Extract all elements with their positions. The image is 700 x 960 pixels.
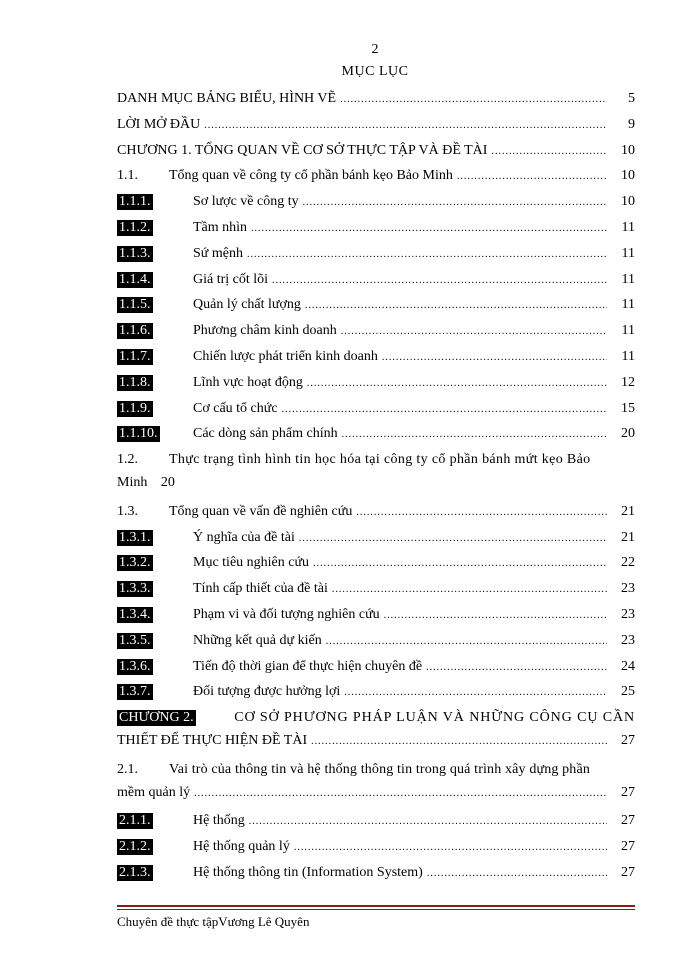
table-of-contents (117, 88, 635, 888)
toc-dot-leader (299, 530, 607, 546)
toc-entry-title: Giá trị cốt lõi (193, 271, 269, 287)
toc-dot-leader (247, 246, 607, 262)
toc-entry[interactable] (117, 630, 635, 656)
toc-entry[interactable] (117, 810, 635, 836)
toc-entry-page: 27 (621, 784, 635, 800)
toc-entry[interactable] (117, 423, 635, 449)
toc-entry-number: 1.1.8. (119, 374, 151, 390)
toc-entry-number: 1.1. (117, 168, 138, 184)
toc-dot-leader (457, 168, 607, 184)
toc-entry-title: CƠ SỞ PHƯƠNG PHÁP LUẬN VÀ NHỮNG CÔNG CỤ CẦN (234, 710, 635, 726)
toc-entry[interactable] (117, 372, 635, 398)
toc-entry-title: Những kết quả dự kiến (193, 632, 322, 648)
toc-entry-page: 20 (160, 474, 175, 490)
toc-entry-page: 11 (621, 271, 635, 287)
toc-entry-page: 21 (621, 529, 635, 545)
toc-entry-page: 22 (621, 555, 635, 571)
toc-dot-leader (332, 581, 607, 597)
footer-text: Chuyên đề thực tậpVương Lê Quyên (117, 914, 310, 929)
toc-entry-title: Tính cấp thiết của đề tài (193, 581, 328, 597)
footer-rule-thin (117, 909, 635, 910)
toc-dot-leader (491, 143, 607, 159)
toc-entry-page: 27 (621, 839, 635, 855)
toc-dot-leader (307, 375, 607, 391)
toc-entry-title: DANH MỤC BẢNG BIỂU, HÌNH VẼ (117, 91, 337, 106)
toc-entry-page: 10 (621, 168, 635, 184)
toc-entry-page: 12 (621, 374, 635, 390)
toc-entry-page: 27 (621, 864, 635, 880)
toc-entry-title: Thực trạng tình hình tin học hóa tại công ty cổ phần bánh mứt kẹo Bảo (169, 452, 591, 468)
toc-entry-page: 21 (621, 503, 635, 519)
toc-dot-leader (340, 91, 607, 107)
toc-entry-number: 1.1.10. (119, 426, 158, 442)
toc-entry-title: Lĩnh vực hoạt động (193, 374, 303, 390)
toc-entry-title: Tổng quan về vấn đề nghiên cứu (169, 503, 353, 519)
toc-dot-leader (426, 659, 607, 675)
toc-entry-page: 11 (621, 219, 635, 235)
toc-entry-number: 1.3.6. (119, 658, 151, 674)
toc-entry-title: Tiến độ thời gian để thực hiện chuyên đề (193, 658, 423, 674)
toc-entry-number: 1.3.5. (119, 632, 151, 648)
toc-entry-number: CHƯƠNG 2. (119, 710, 194, 726)
toc-entry-number: 1.2. (117, 452, 138, 468)
toc-entry-number: 1.3.3. (119, 581, 151, 597)
toc-entry-title: Hệ thống thông tin (Information System) (193, 864, 423, 880)
toc-entry-page: 15 (621, 400, 635, 416)
toc-entry[interactable] (117, 114, 635, 140)
toc-entry-page: 23 (621, 632, 635, 648)
toc-entry-title: Cơ cấu tổ chức (193, 400, 278, 416)
toc-entry-number: 1.1.5. (119, 297, 151, 313)
toc-entry-page: 23 (621, 581, 635, 597)
toc-entry[interactable] (117, 88, 635, 114)
toc-entry-page: 11 (621, 245, 635, 261)
toc-entry-page: 20 (621, 426, 635, 442)
toc-entry-page: 24 (621, 658, 635, 674)
toc-entry-title: Hệ thống (193, 813, 245, 829)
toc-dot-leader (282, 401, 607, 417)
toc-entry-2-1[interactable] (117, 759, 635, 811)
toc-entry[interactable] (117, 217, 635, 243)
toc-entry-number: 2.1.2. (119, 839, 151, 855)
toc-entry[interactable] (117, 501, 635, 527)
toc-entry-1-2[interactable] (117, 449, 635, 501)
toc-entry[interactable] (117, 140, 635, 166)
toc-dot-leader (326, 633, 607, 649)
toc-entry-page: 25 (621, 684, 635, 700)
toc-dot-leader (344, 684, 607, 700)
toc-entry-page: 5 (628, 91, 635, 106)
toc-entry-title: Ý nghĩa của đề tài (193, 529, 295, 545)
toc-entry-number: 1.1.7. (119, 348, 151, 364)
toc-entry[interactable] (117, 269, 635, 295)
toc-dot-leader (249, 813, 607, 829)
toc-entry-title: Tổng quan về công ty cổ phần bánh kẹo Bảo Minh (169, 168, 453, 184)
toc-entry-number: 2.1.1. (119, 813, 151, 829)
toc-dot-leader (194, 785, 607, 801)
toc-entry[interactable] (117, 862, 635, 888)
toc-entry-title: Phương châm kinh doanh (193, 323, 337, 339)
toc-entry-title: Đối tượng được hưởng lợi (193, 684, 341, 700)
toc-dot-leader (384, 607, 607, 623)
toc-entry-number: 1.3.4. (119, 606, 151, 622)
toc-entry-number: 1.1.6. (119, 323, 151, 339)
toc-entry[interactable] (117, 398, 635, 424)
toc-entry[interactable] (117, 346, 635, 372)
toc-entry[interactable] (117, 165, 635, 191)
toc-entry-title: Mục tiêu nghiên cứu (193, 555, 310, 571)
toc-entry[interactable] (117, 294, 635, 320)
toc-entry[interactable] (117, 527, 635, 553)
toc-dot-leader (356, 504, 607, 520)
toc-entry-page: 27 (621, 813, 635, 829)
toc-entry-page: 11 (621, 297, 635, 313)
toc-entry-title: Hệ thống quản lý (193, 839, 290, 855)
toc-dot-leader (382, 349, 607, 365)
toc-dot-leader (305, 297, 607, 313)
toc-dot-leader (311, 733, 607, 749)
toc-entry[interactable] (117, 836, 635, 862)
toc-entry-number: 1.1.2. (119, 219, 151, 235)
toc-dot-leader (342, 426, 607, 442)
toc-entry-title: LỜI MỞ ĐẦU (117, 116, 201, 132)
toc-entry-title: Các dòng sản phẩm chính (193, 426, 338, 442)
toc-entry[interactable] (117, 320, 635, 346)
toc-dot-leader (294, 839, 607, 855)
toc-entry-page: 23 (621, 606, 635, 622)
toc-entry-number: 1.1.1. (119, 194, 151, 210)
toc-entry-title: Quản lý chất lượng (193, 297, 301, 313)
toc-dot-leader (341, 323, 607, 339)
toc-title: MỤC LỤC (341, 64, 409, 79)
toc-entry-title-cont: mềm quản lý (117, 784, 191, 800)
toc-dot-leader (251, 220, 607, 236)
toc-dot-leader (313, 555, 607, 571)
toc-entry-title: Phạm vi và đối tượng nghiên cứu (193, 606, 380, 622)
toc-entry-page: 9 (628, 116, 635, 132)
toc-entry-number: 1.3.1. (119, 529, 151, 545)
toc-chapter-2[interactable] (117, 707, 635, 759)
toc-entry-title-cont: THIẾT ĐỂ THỰC HIỆN ĐỀ TÀI (117, 732, 308, 748)
toc-entry-title: Tầm nhìn (193, 219, 248, 235)
toc-entry-number: 1.3.2. (119, 555, 151, 571)
toc-entry-title: Chiến lược phát triển kinh doanh (193, 348, 378, 364)
toc-entry[interactable] (117, 578, 635, 604)
toc-entry-number: 1.1.4. (119, 271, 151, 287)
toc-entry-page: 10 (621, 142, 635, 158)
toc-entry-number: 1.3.7. (119, 684, 151, 700)
toc-entry-page: 11 (621, 323, 635, 339)
toc-entry[interactable] (117, 681, 635, 707)
toc-dot-leader (427, 865, 607, 881)
toc-entry-number: 2.1. (117, 761, 138, 777)
toc-entry-title: Sứ mệnh (193, 245, 243, 261)
toc-entry-title: Sơ lược về công ty (193, 194, 299, 210)
toc-entry-title: CHƯƠNG 1. TỔNG QUAN VỀ CƠ SỞ THỰC TẬP VÀ ĐỀ TÀI (117, 142, 488, 158)
toc-entry[interactable] (117, 191, 635, 217)
toc-dot-leader (272, 272, 607, 288)
toc-entry-page: 11 (621, 348, 635, 364)
toc-entry-page: 10 (621, 194, 635, 210)
toc-entry-page: 27 (621, 732, 635, 748)
toc-dot-leader (204, 117, 607, 133)
toc-entry[interactable] (117, 552, 635, 578)
page-number: 2 (371, 42, 379, 57)
footer-rule (117, 905, 635, 907)
toc-entry-number: 2.1.3. (119, 864, 151, 880)
toc-entry-number: 1.1.9. (119, 400, 151, 416)
toc-entry-title: Vai trò của thông tin và hệ thống thông tin trong quá trình xây dựng phần (169, 761, 590, 777)
toc-entry-number: 1.3. (117, 503, 138, 519)
toc-entry[interactable] (117, 656, 635, 682)
toc-dot-leader (303, 194, 607, 210)
toc-entry-title-cont: Minh (117, 474, 148, 490)
toc-entry[interactable] (117, 243, 635, 269)
toc-entry-number: 1.1.3. (119, 245, 151, 261)
toc-entry[interactable] (117, 604, 635, 630)
